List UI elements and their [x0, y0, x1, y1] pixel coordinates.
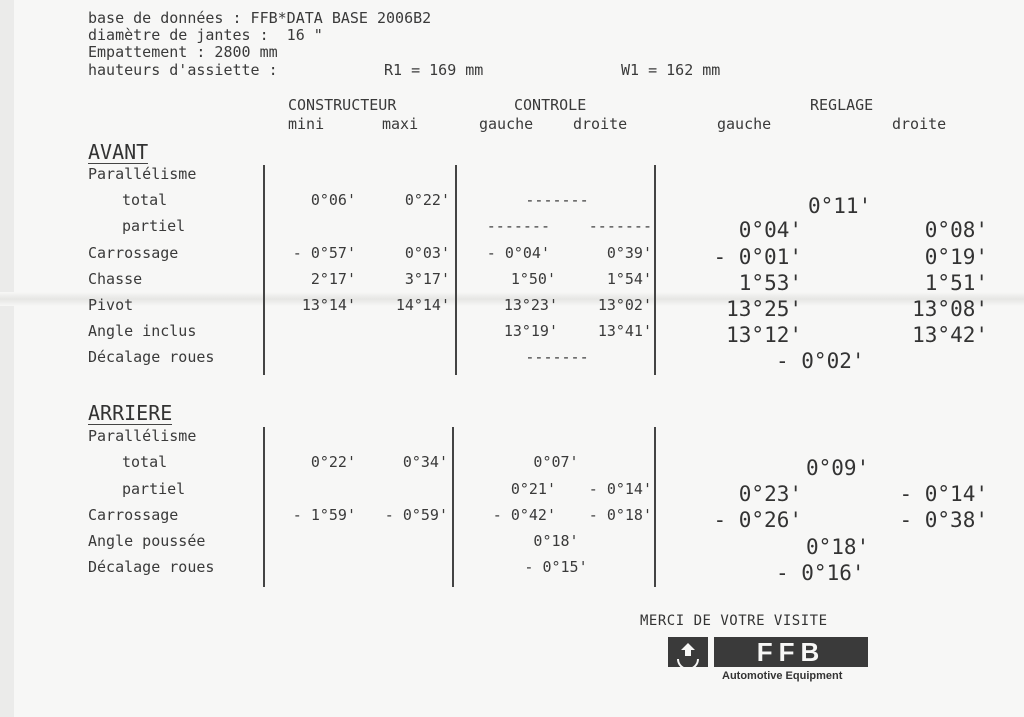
row-label-carrossage: Carrossage	[88, 244, 179, 262]
value-maxi: 0°34'	[402, 453, 448, 471]
row-label-parallelisme: Parallélisme	[88, 427, 197, 445]
value-mini: - 0°57'	[292, 244, 356, 262]
value-controle-droite: - 0°18'	[588, 506, 652, 524]
value-mini: 0°06'	[310, 191, 356, 209]
value-reglage: - 0°16'	[776, 561, 865, 585]
value-mini: 2°17'	[310, 270, 356, 288]
value-reglage-gauche: 13°12'	[726, 323, 802, 347]
section-arriere-title: ARRIERE	[88, 401, 173, 425]
col-reglage-gauche: gauche	[717, 115, 772, 133]
row-label-partiel: partiel	[122, 480, 186, 498]
ride-height-r1: R1 = 169 mm	[384, 61, 484, 79]
value-controle-droite: -------	[588, 217, 652, 235]
divider-arriere-1	[263, 427, 265, 587]
row-label-angle-inclus: Angle inclus	[88, 322, 197, 340]
value-reglage-gauche: - 0°26'	[713, 508, 802, 532]
value-reglage-gauche: - 0°01'	[713, 245, 802, 269]
database-line: base de données : FFB*DATA BASE 2006B2	[88, 9, 432, 27]
value-controle-gauche: -------	[486, 217, 550, 235]
row-label-pivot: Pivot	[88, 296, 134, 314]
col-controle-gauche: gauche	[479, 115, 534, 133]
col-mini: mini	[288, 115, 325, 133]
row-label-total: total	[122, 191, 168, 209]
value-mini: 0°22'	[310, 453, 356, 471]
value-maxi: - 0°59'	[384, 506, 448, 524]
row-label-angle-poussee: Angle poussée	[88, 532, 206, 550]
logo-text: FFB	[756, 637, 826, 667]
col-maxi: maxi	[382, 115, 419, 133]
value-reglage: 0°09'	[806, 456, 870, 480]
divider-arriere-3	[654, 427, 656, 587]
row-label-decalage: Décalage roues	[88, 558, 215, 576]
value-reglage: 0°11'	[808, 194, 872, 218]
value-maxi: 0°03'	[404, 244, 450, 262]
logo-tagline: Automotive Equipment	[722, 670, 843, 682]
value-maxi: 0°22'	[404, 191, 450, 209]
divider-avant-2	[455, 165, 457, 375]
rim-diameter-line: diamètre de jantes : 16 "	[88, 26, 323, 44]
value-reglage-gauche: 13°25'	[726, 297, 802, 321]
value-reglage-droite: - 0°14'	[899, 482, 988, 506]
ffb-logo	[668, 637, 868, 667]
row-label-parallelisme: Parallélisme	[88, 165, 197, 183]
wheelbase-line: Empattement : 2800 mm	[88, 43, 278, 61]
value-maxi: 3°17'	[404, 270, 450, 288]
value-controle: 0°07'	[533, 453, 579, 471]
divider-avant-1	[263, 165, 265, 375]
row-label-chasse: Chasse	[88, 270, 143, 288]
value-reglage: 0°18'	[806, 535, 870, 559]
value-reglage-droite: 1°51'	[924, 271, 988, 295]
page-edge	[0, 0, 14, 717]
value-controle: 0°18'	[533, 532, 579, 550]
value-controle-droite: 13°41'	[597, 322, 652, 340]
value-controle-droite: 1°54'	[606, 270, 652, 288]
value-controle-droite: 0°39'	[606, 244, 652, 262]
value-controle-gauche: - 0°04'	[486, 244, 550, 262]
ride-height-label: hauteurs d'assiette :	[88, 61, 278, 79]
divider-avant-3	[654, 165, 656, 375]
value-controle-gauche: 1°50'	[510, 270, 556, 288]
row-label-decalage: Décalage roues	[88, 348, 215, 366]
row-label-partiel: partiel	[122, 217, 186, 235]
ride-height-w1: W1 = 162 mm	[621, 61, 721, 79]
value-mini: - 1°59'	[292, 506, 356, 524]
value-controle-gauche: 13°19'	[503, 322, 558, 340]
value-reglage-droite: 13°42'	[912, 323, 988, 347]
value-controle-gauche: 0°21'	[510, 480, 556, 498]
value-reglage-gauche: 0°04'	[738, 218, 802, 242]
col-reglage-droite: droite	[892, 115, 947, 133]
col-constructeur: CONSTRUCTEUR	[288, 96, 397, 114]
value-reglage-droite: 13°08'	[912, 297, 988, 321]
col-controle-droite: droite	[573, 115, 628, 133]
value-controle: - 0°15'	[524, 558, 588, 576]
value-reglage: - 0°02'	[776, 349, 865, 373]
value-reglage-droite: 0°08'	[924, 218, 988, 242]
value-controle-droite: - 0°14'	[588, 480, 652, 498]
value-reglage-droite: - 0°38'	[899, 508, 988, 532]
recycle-icon	[668, 637, 708, 667]
row-label-carrossage: Carrossage	[88, 506, 179, 524]
value-controle: -------	[525, 348, 589, 366]
value-maxi: 14°14'	[395, 296, 450, 314]
row-label-total: total	[122, 453, 168, 471]
divider-arriere-2	[452, 427, 454, 587]
value-controle-droite: 13°02'	[597, 296, 652, 314]
col-controle: CONTROLE	[514, 96, 587, 114]
value-controle-gauche: 13°23'	[503, 296, 558, 314]
value-reglage-gauche: 1°53'	[738, 271, 802, 295]
value-mini: 13°14'	[301, 296, 356, 314]
col-reglage: REGLAGE	[810, 96, 874, 114]
value-reglage-gauche: 0°23'	[738, 482, 802, 506]
section-avant-title: AVANT	[88, 140, 149, 164]
value-controle: -------	[525, 191, 589, 209]
value-controle-gauche: - 0°42'	[492, 506, 556, 524]
value-reglage-droite: 0°19'	[924, 245, 988, 269]
thank-you-message: MERCI DE VOTRE VISITE	[640, 613, 828, 629]
